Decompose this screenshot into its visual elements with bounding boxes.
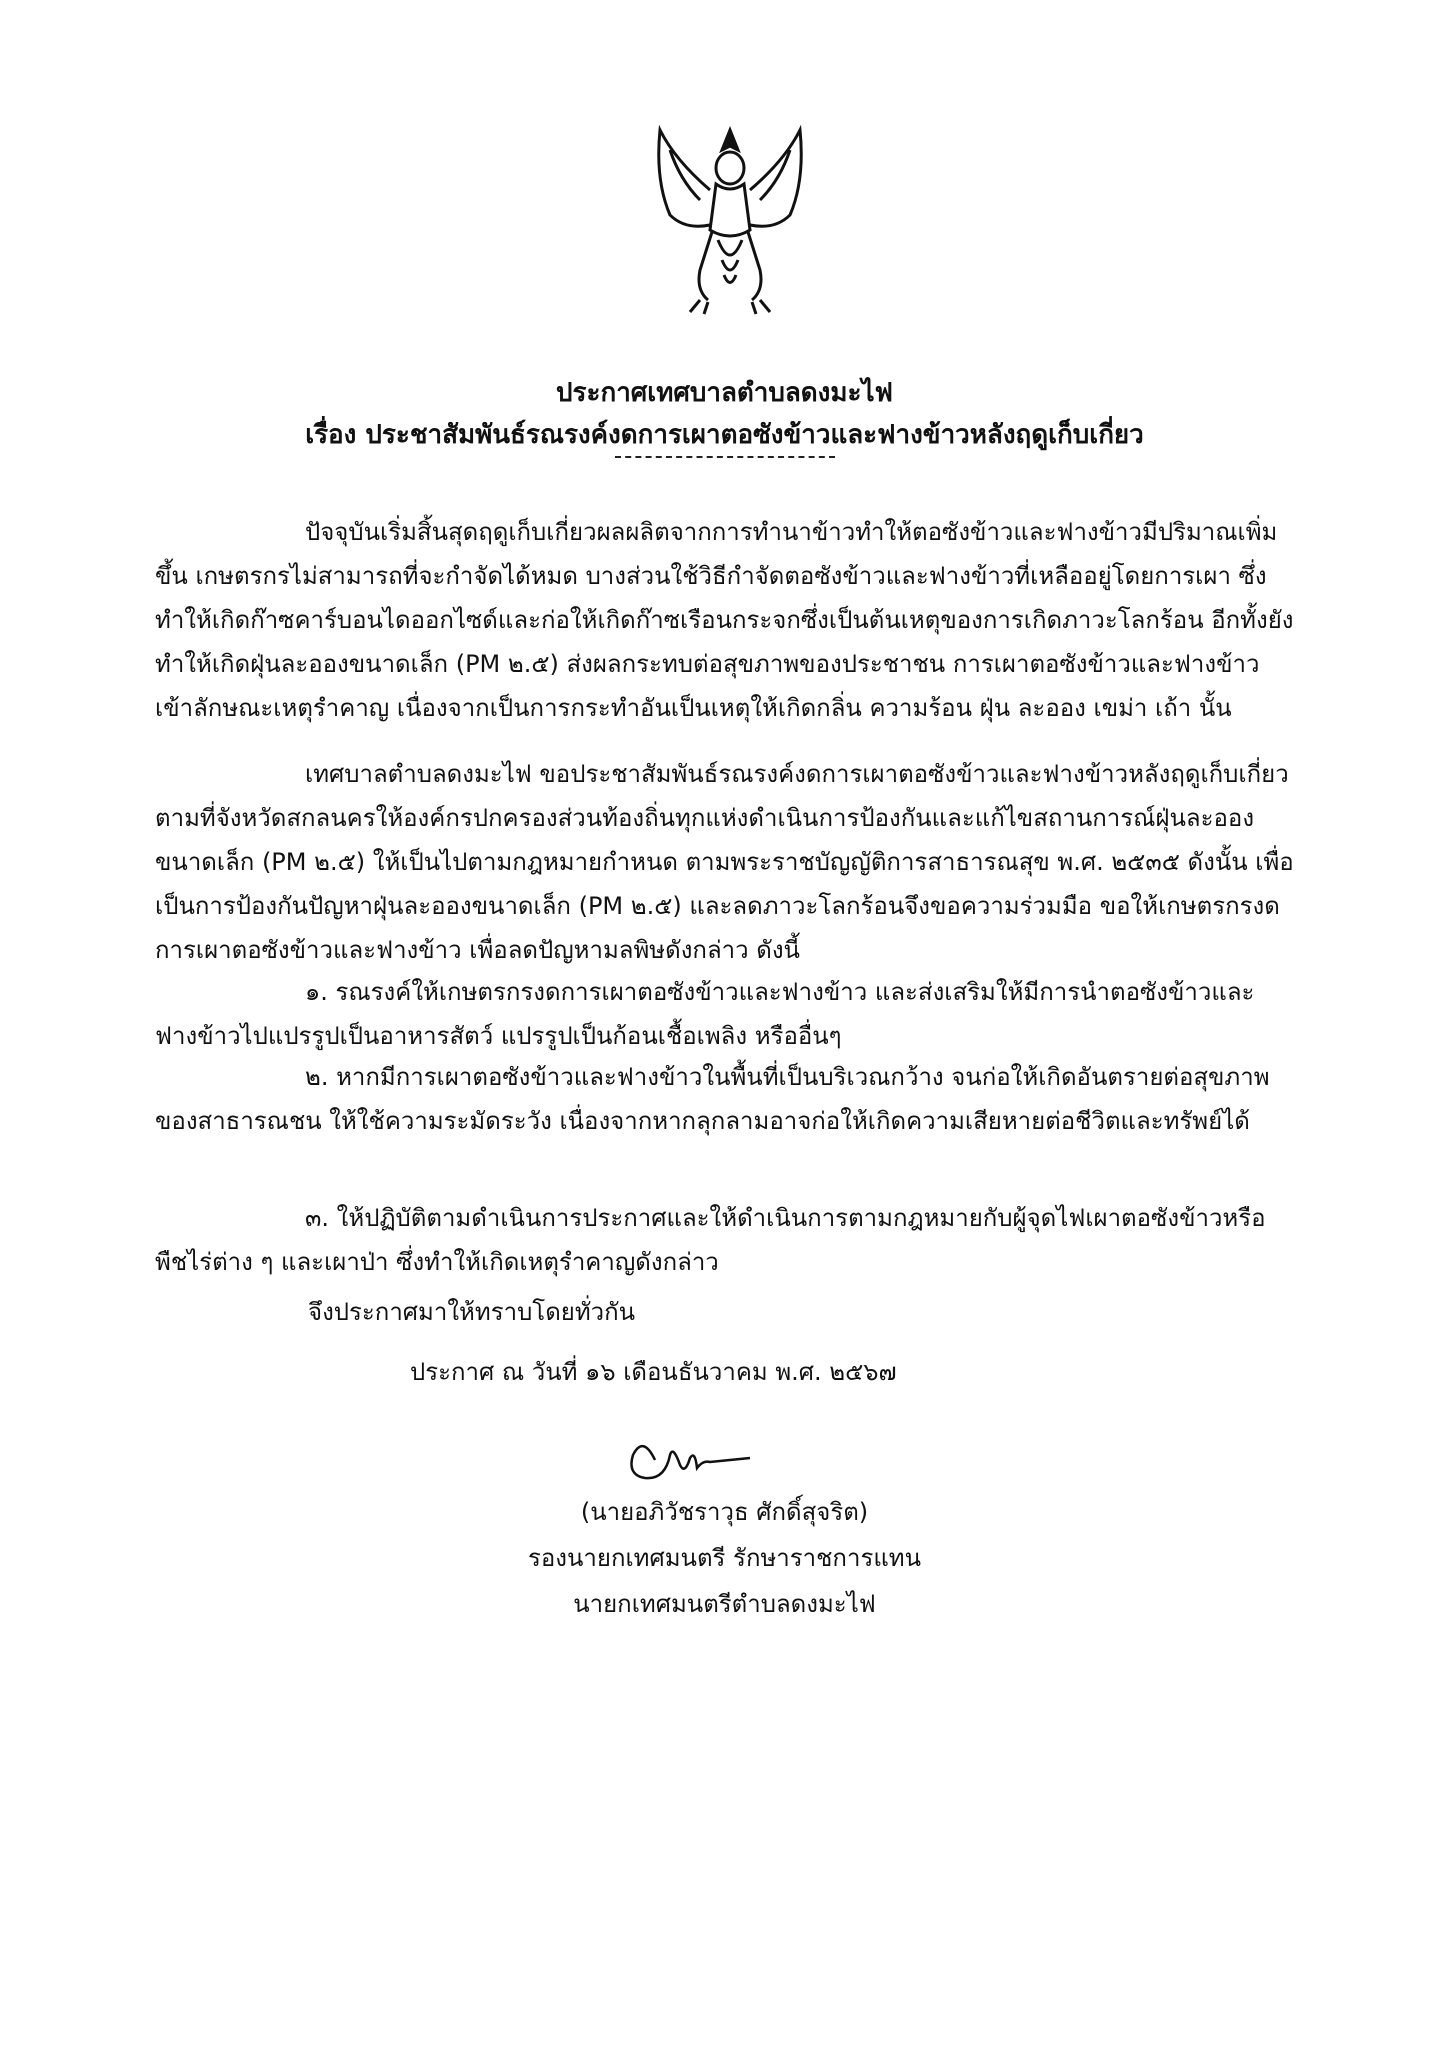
list-item-1: [155, 970, 1295, 1058]
announcement-title: ประกาศเทศบาลตำบลดงมะไฟ: [556, 378, 893, 408]
list-item-3: [155, 1196, 1295, 1284]
body-paragraph-1: [155, 510, 1295, 730]
list-item-2: [155, 1055, 1295, 1143]
handwritten-signature-icon: [625, 1430, 755, 1490]
signatory-position-2: นายกเทศมนตรีตำบลดงมะไฟ: [573, 1590, 876, 1618]
closing-statement: จึงประกาศมาให้ทราบโดยทั่วกัน: [308, 1298, 636, 1326]
list-item-text: ๒. หากมีการเผาตอซังข้าวและฟางข้าวในพื้นที่เป็นบริเวณกว้าง จนก่อให้เกิดอันตรายต่อสุขภาพของสาธารณชน ให้ใช้ความระมัดระวัง เนื่องจากหากลุกลามอาจก่อให้เกิดความเสียหายต่อชีวิตและทรัพย์ได้: [155, 1063, 1270, 1135]
body-paragraph-2: [155, 752, 1295, 972]
list-item-text: ๓. ให้ปฏิบัติตามดำเนินการประกาศและให้ดำเนินการตามกฎหมายกับผู้จุดไฟเผาตอซังข้าวหรือพืชไร่ต่าง ๆ และเผาป่า ซึ่งทำให้เกิดเหตุรำคาญดังกล่าว: [155, 1204, 1266, 1276]
announcement-subject: เรื่อง ประชาสัมพันธ์รณรงค์งดการเผาตอซังข้าวและฟางข้าวหลังฤดูเก็บเกี่ยว: [305, 420, 1144, 450]
garuda-emblem-icon: [630, 120, 830, 320]
announcement-date: ประกาศ ณ วันที่ ๑๖ เดือนธันวาคม พ.ศ. ๒๕๖๗: [410, 1358, 897, 1386]
signatory-position: รองนายกเทศมนตรี รักษาราชการแทน: [527, 1544, 922, 1572]
list-item-text: ๑. รณรงค์ให้เกษตรกรงดการเผาตอซังข้าวและฟางข้าว และส่งเสริมให้มีการนำตอซังข้าวและฟางข้าวไปแปรรูปเป็นอาหารสัตว์ แปรรูปเป็นก้อนเชื้อเพลิง หรืออื่นๆ: [155, 978, 1255, 1050]
title-divider: [615, 456, 835, 458]
paragraph-text: ปัจจุบันเริ่มสิ้นสุดฤดูเก็บเกี่ยวผลผลิตจากการทำนาข้าวทำให้ตอซังข้าวและฟางข้าวมีปริมาณเพิ่มขึ้น เกษตรกรไม่สามารถที่จะกำจัดได้หมด บางส่วนใช้วิธีกำจัดตอซังข้าวและฟางข้าวที่เหลืออยู่โดยการเผา ซึ่งทำให้เกิดก๊าซคาร์บอนไดออกไซด์และก่อให้เกิดก๊าซเรือนกระจกซึ่งเป็นต้นเหตุของการเกิดภาวะโลกร้อน อีกทั้งยังทำให้เกิดฝุ่นละอองขนาดเล็ก (PM ๒.๕) ส่งผลกระทบต่อสุขภาพของประชาชน การเผาตอซังข้าวและฟางข้าวเข้าลักษณะเหตุรำคาญ เนื่องจากเป็นการกระทำอันเป็นเหตุให้เกิดกลิ่น ความร้อน ฝุ่น ละออง เขม่า เถ้า นั้น: [155, 518, 1294, 722]
signatory-name: (นายอภิวัชราวุธ ศักดิ์สุจริต): [580, 1498, 869, 1526]
paragraph-text: เทศบาลตำบลดงมะไฟ ขอประชาสัมพันธ์รณรงค์งดการเผาตอซังข้าวและฟางข้าวหลังฤดูเก็บเกี่ยว ตามที่จังหวัดสกลนครให้องค์กรปกครองส่วนท้องถิ่นทุกแห่งดำเนินการป้องกันและแก้ไขสถานการณ์ฝุ่นละอองขนาดเล็ก (PM ๒.๕) ให้เป็นไปตามกฎหมายกำหนด ตามพระราชบัญญัติการสาธารณสุข พ.ศ. ๒๕๓๕ ดังนั้น เพื่อเป็นการป้องกันปัญหาฝุ่นละอองขนาดเล็ก (PM ๒.๕) และลดภาวะโลกร้อนจึงขอความร่วมมือ ขอให้เกษตรกรงดการเผาตอซังข้าวและฟางข้าว เพื่อลดปัญหามลพิษดังกล่าว ดังนี้: [155, 760, 1294, 964]
